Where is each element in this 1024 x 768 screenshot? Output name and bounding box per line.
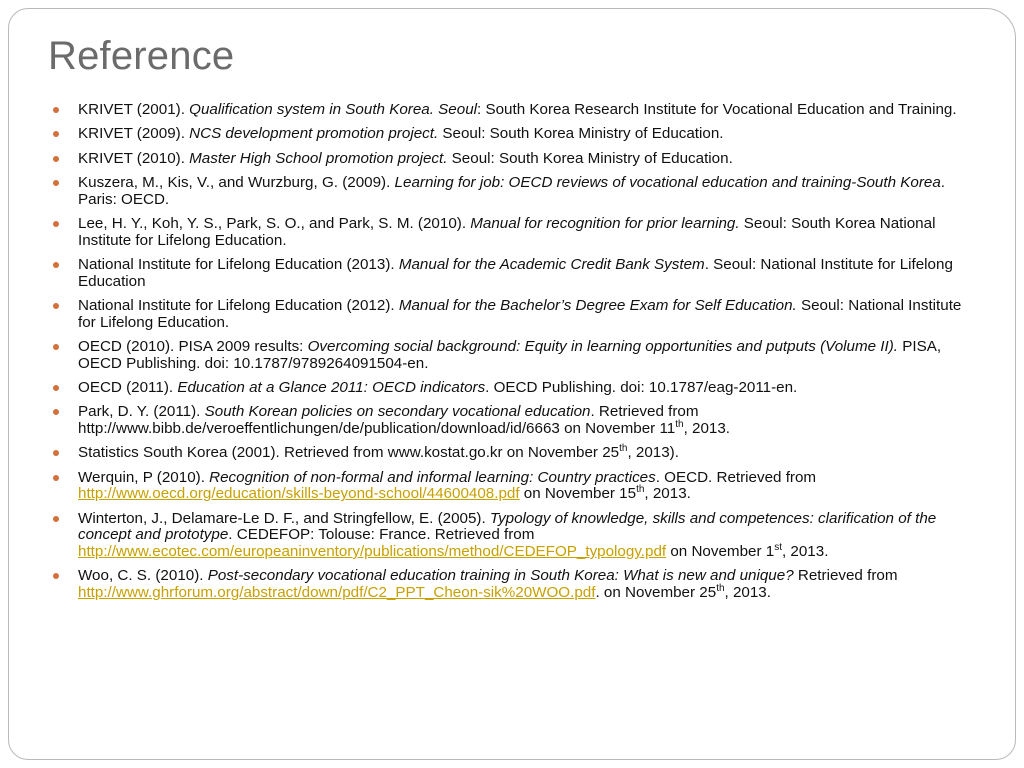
reference-text: OECD (2010). PISA 2009 results: [78,338,308,356]
reference-text: KRIVET (2009). [78,125,190,143]
reference-text: Seoul: South Korea Ministry of Education. [438,125,724,143]
reference-superscript: th [619,443,628,455]
reference-text: Statistics South Korea (2001). Retrieved from www.kostat.go.kr on November 25 [78,444,620,462]
reference-title: Manual for the Bachelor’s Degree Exam for Self Education. [398,297,797,315]
reference-text: . Paris: OECD. [78,174,946,208]
reference-item [48,257,978,290]
reference-superscript: th [636,484,645,496]
reference-title: Manual for recognition for prior learning. [470,215,740,233]
reference-title: Recognition of non-formal and informal learning: Country practices [209,468,656,486]
bullet-icon [53,516,59,522]
bullet-icon [53,107,59,113]
reference-text: National Institute for Lifelong Education (2012). [78,297,399,315]
bullet-icon [53,180,59,186]
reference-link[interactable]: http://www.ecotec.com/europeaninventory/publications/method/CEDEFOP_typology.pdf [78,543,667,561]
reference-link[interactable]: http://www.oecd.org/education/skills-beyond-school/44600408.pdf [78,485,520,503]
reference-title: South Korean policies on secondary vocational education [204,403,591,421]
reference-text: Seoul: National Institute for Lifelong Education. [78,297,962,331]
reference-title: Master High School promotion project. [189,149,448,167]
reference-superscript: th [716,582,725,594]
reference-text: . OECD. Retrieved from [655,468,817,486]
bullet-icon [53,573,59,579]
bullet-icon [53,344,59,350]
reference-item [48,339,978,372]
reference-title: Overcoming social background: Equity in learning opportunities and putputs (Volume II). [307,338,898,356]
reference-item [48,380,978,397]
reference-title: Post-secondary vocational education training in South Korea: What is new and unique? [207,567,794,585]
reference-text: Winterton, J., Delamare-Le D. F., and Stringfellow, E. (2005). [78,509,490,527]
bullet-icon [53,450,59,456]
reference-item [48,126,978,143]
reference-title: Manual for the Academic Credit Bank System [398,256,705,274]
reference-title: Qualification system in South Korea. Seoul [189,101,478,118]
reference-text: KRIVET (2001). [78,101,190,118]
reference-text: on November 15 [519,485,637,503]
reference-link[interactable]: http://www.ghrforum.org/abstract/down/pdf/C2_PPT_Cheon-sik%20WOO.pdf [78,584,596,602]
reference-item [48,298,978,331]
bullet-icon [53,262,59,268]
reference-text: PISA, OECD Publishing. doi: 10.1787/9789264091504-en. [78,338,942,372]
reference-text: , 2013. [724,584,771,602]
reference-text: , 2013. [683,420,731,438]
reference-text: . OECD Publishing. doi: 10.1787/eag-2011-en. [485,379,798,397]
reference-text: : South Korea Research Institute for Vocational Education and Training. [477,101,957,118]
bullet-icon [53,385,59,391]
reference-text: . on November 25 [595,584,717,602]
reference-text: KRIVET (2010). [78,149,190,167]
slide-title: Reference [48,34,235,78]
reference-text: Lee, H. Y., Koh, Y. S., Park, S. O., and Park, S. M. (2010). [78,215,471,233]
bullet-icon [53,221,59,227]
reference-text: on November 1 [666,543,775,561]
bullet-icon [53,131,59,137]
reference-text: OECD (2011). [78,379,178,397]
reference-title: Education at a Glance 2011: OECD indicators [177,379,486,397]
bullet-icon [53,303,59,309]
reference-item [48,102,978,119]
reference-text: Woo, C. S. (2010). [78,567,208,585]
reference-text: Seoul: South Korea National Institute for Lifelong Education. [78,215,936,249]
reference-text: Werquin, P (2010). [78,468,210,486]
reference-text: . CEDEFOP: Tolouse: France. Retrieved from [228,526,535,544]
reference-text: Seoul: South Korea Ministry of Education. [447,149,733,167]
reference-text: Kuszera, M., Kis, V., and Wurzburg, G. (2009). [78,174,395,192]
reference-list [48,102,978,609]
reference-item [48,445,978,462]
bullet-icon [53,475,59,481]
reference-text: Park, D. Y. (2011). [78,403,205,421]
reference-text: , 2013. [781,543,829,561]
reference-text: , 2013). [627,444,679,462]
reference-text: Retrieved from [793,567,898,585]
reference-item [48,175,978,208]
reference-title: Learning for job: OECD reviews of vocational education and training-South Korea [394,174,941,192]
reference-superscript: th [675,419,684,431]
reference-item [48,216,978,249]
reference-title: Typology of knowledge, skills and competences: clarification of the concept and prototype [78,509,937,544]
reference-title: NCS development promotion project. [189,125,439,143]
reference-item [48,404,978,437]
reference-item [48,511,978,561]
reference-item [48,568,978,601]
reference-text: . Retrieved from http://www.bibb.de/veroeffentlichungen/de/publication/download/id/6663 on November 11 [78,403,699,438]
reference-superscript: st [774,541,782,553]
bullet-icon [53,156,59,162]
reference-text: . Seoul: National Institute for Lifelong Education [78,256,953,290]
bullet-icon [53,409,59,415]
reference-item [48,470,978,503]
reference-item [48,151,978,168]
reference-text: , 2013. [644,485,691,503]
reference-text: National Institute for Lifelong Education (2013). [78,256,399,274]
